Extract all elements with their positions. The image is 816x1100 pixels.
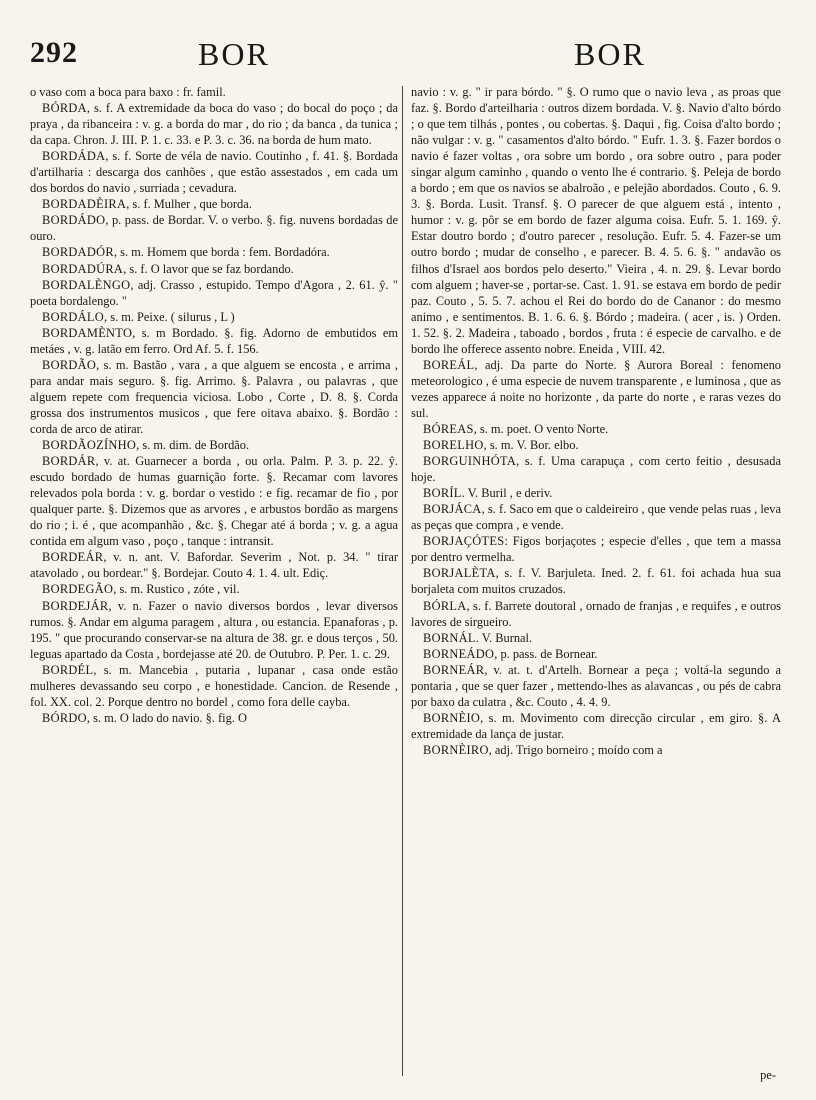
dictionary-entry — [30, 244, 398, 260]
entry-headword: BORNÁL — [423, 630, 476, 645]
entry-headword: BOREÁL — [423, 357, 475, 372]
dictionary-entry — [411, 630, 781, 646]
entry-headword: BORÍL — [423, 486, 462, 501]
entry-text: , s. m. poet. O vento Norte. — [473, 421, 609, 436]
entry-headword: BORDEÁR — [42, 550, 104, 565]
entry-headword: BORDEJÁR — [42, 598, 109, 613]
entry-text: , s. f. Saco em que o caldeireiro , que vende pelas ruas , leva as peças que compra , e vende. — [411, 502, 781, 533]
entry-text: . V. Burnal. — [475, 630, 533, 645]
entry-text: , s. f. Uma carapuça , com certo feitio , desusada hoje. — [411, 454, 781, 485]
entry-headword: BÓRDO — [42, 710, 87, 725]
dictionary-entry — [411, 357, 781, 421]
entry-headword: BORDÁDA — [42, 149, 106, 164]
dictionary-entry — [411, 84, 781, 357]
entry-headword: BORDÁLO — [42, 309, 104, 324]
dictionary-entry — [30, 277, 398, 309]
dictionary-entry — [30, 598, 398, 662]
dictionary-entry — [411, 598, 781, 630]
entry-text: , s. f. Mulher , que borda. — [126, 197, 252, 212]
entry-text: , s. m. V. Bor. elbo. — [483, 438, 579, 453]
entry-headword: BORJAÇÓTES — [423, 534, 505, 549]
entry-headword: BORDEGÃO — [42, 582, 114, 597]
dictionary-entry — [30, 196, 398, 212]
entry-headword: BORJÁCA — [423, 502, 482, 517]
entry-text: , s. m. Homem que borda : fem. Bordadóra. — [113, 245, 330, 260]
left-column — [30, 84, 398, 726]
dictionary-entry — [411, 710, 781, 742]
entry-text: , v. n. ant. V. Bafordar. Severim , Not. p. 34. " tirar atavolado , ou bordear." §. Bordejar. Couto 4. 1. 4. ult. Ediç. — [30, 550, 398, 581]
entry-text: , adj. Da parte do Norte. § Aurora Boreal : fenomeno meteorologico , é uma especie de nuvem transparente , e luminosa , que as vezes apparece á noite no horizonte , da parte do norte , e raras vezes do sul. — [411, 357, 781, 420]
entry-text: o vaso com a boca para baxo : fr. famil. — [30, 85, 226, 99]
dictionary-entry — [30, 212, 398, 244]
entry-headword: BÓREAS — [423, 421, 474, 436]
entry-text: , s. f. A extremidade da boca do vaso ; do bocal do poço ; da praya , da ribanceira : v. g. a borda do mar , do rio ; da banca , da tunica ; da capa. Chron. J. III. P. 1. c. 33. e P. 3. c. 36. na borda de hum mato. — [30, 101, 398, 148]
entry-headword: BORGUINHÓTA — [423, 454, 517, 469]
entry-headword: BORNEÁR — [423, 662, 485, 677]
entry-headword: BORDÁDO — [42, 213, 106, 228]
entry-headword: BORNÈIRO — [423, 742, 489, 757]
entry-text: , s. m. O lado do navio. §. fig. O — [86, 710, 247, 725]
dictionary-entry — [30, 261, 398, 277]
column-divider — [402, 86, 403, 1076]
dictionary-entry — [411, 565, 781, 597]
dictionary-entry — [30, 710, 398, 726]
page-number: 292 — [30, 36, 78, 69]
entry-headword: BORNEÁDO — [423, 646, 495, 661]
entry-text: , adj. Trigo borneiro ; moído com a — [488, 742, 663, 757]
entry-headword: BORELHO — [423, 438, 484, 453]
running-head-right: BOR — [574, 36, 646, 72]
entry-headword: BORDÃOZÍNHO — [42, 438, 137, 453]
entry-text: , s. f. Sorte de véla de navio. Coutinho , f. 41. §. Bordada d'artilharia : descarga dos canhões , que estão assestados , em cada um dos bordos do navio , surriada ; cevadura. — [30, 149, 398, 196]
entry-text: , s. m. Bastão , vara , a que alguem se encosta , e arrima , para andar mais seguro. §. fig. Arrimo. §. Palavra , ou palavras , que alguem repete com frequencia viciosa. Lobo , Corte , D. 8. §. Corda grossa dos instrumentos musicos , que fere oitava abaixo. §. Bordão : corda de arco de atirar. — [30, 357, 398, 436]
running-head-left: BOR — [198, 36, 270, 72]
entry-headword: BÓRDA — [42, 101, 87, 116]
entry-headword: BORDÁR — [42, 454, 96, 469]
entry-headword: BORDADÈIRA — [42, 197, 127, 212]
entry-text: , s. m. Peixe. ( silurus , L ) — [104, 309, 235, 324]
dictionary-entry — [30, 100, 398, 148]
dictionary-entry — [411, 533, 781, 565]
dictionary-entry — [411, 742, 781, 758]
entry-text: , s. f. O lavor que se faz bordando. — [123, 261, 294, 276]
dictionary-entry — [411, 421, 781, 437]
entry-text: : Figos borjaçotes ; especie d'elles , que tem a massa por dentro vermelha. — [411, 534, 781, 565]
entry-text: . V. Buril , e deriv. — [461, 486, 553, 501]
entry-headword: BORNÈIO — [423, 710, 481, 725]
entry-headword: BORDAMÈNTO — [42, 325, 133, 340]
entry-headword: BORDADÓR — [42, 245, 114, 260]
dictionary-entry — [30, 581, 398, 597]
entry-text: , adj. Crasso , estupido. Tempo d'Agora , 2. 61. ŷ. " poeta bordalengo. " — [30, 277, 398, 308]
entry-text: , p. pass. de Bornear. — [494, 646, 598, 661]
entry-text: , v. n. Fazer o navio diversos bordos , levar diversos rumos. §. Andar em alguma paragem , altura , ou estancia. Epanaforas , p. 195. " que procurando conservar-se na altura de 38. gr. e dous terços , 50. leguas apartado da Costa , bordejasse até 20. de Outubro. P. Per. 1. c. 29. — [30, 598, 398, 661]
entry-text: , s. m. Movimento com direcção circular , em giro. §. A extremidade da lança de justar. — [411, 710, 781, 741]
dictionary-entry — [30, 357, 398, 437]
entry-text: , s. m. Mancebia , putaria , lupanar , casa onde estão mulheres devassando seu corpo , e honestidade. Cancion. de Resende , fol. XX. col. 2. Porque dentro no bordel , como fora delle cayba. — [30, 662, 398, 709]
entry-headword: BORDÃO — [42, 357, 97, 372]
entry-headword: BORDADÚRA — [42, 261, 124, 276]
dictionary-entry — [411, 453, 781, 485]
dictionary-entry — [411, 485, 781, 501]
entry-text: , v. at. t. d'Artelh. Bornear a peça ; voltá-la segundo a pontaria , que se quer fazer , mettendo-lhes as alavancas , ou pés de cabra por baxo da culatra , &c. Couto , 4. 4. 9. — [411, 662, 781, 709]
dictionary-entry — [30, 84, 398, 100]
dictionary-entry — [411, 437, 781, 453]
dictionary-entry — [411, 501, 781, 533]
entry-text: , s. f. V. Barjuleta. Ined. 2. f. 61. foi achada hua sua borjaleta com muitos cruzados. — [411, 566, 781, 597]
entry-headword: BÓRLA — [423, 598, 467, 613]
dictionary-entry — [30, 549, 398, 581]
dictionary-entry — [30, 325, 398, 357]
entry-text: , s. m Bordado. §. fig. Adorno de embutidos em metáes , v. g. latão em ferro. Ord Af. 5. f. 156. — [30, 325, 398, 356]
dictionary-entry — [30, 148, 398, 196]
entry-text: , s. m. Rustico , zóte , vil. — [113, 582, 240, 597]
dictionary-entry — [411, 662, 781, 710]
catchword: pe- — [760, 1068, 776, 1082]
entry-text: , s. f. Barrete doutoral , ornado de franjas , e requifes , e outros lavores de sirgueiro. — [411, 598, 781, 629]
entry-headword: BORJALÈTA — [423, 566, 496, 581]
entry-headword: BORDÉL — [42, 662, 94, 677]
dictionary-entry — [30, 662, 398, 710]
dictionary-entry — [30, 437, 398, 453]
dictionary-entry — [30, 309, 398, 325]
entry-text: , v. at. Guarnecer a borda , ou orla. Palm. P. 3. p. 22. ŷ. escudo bordado de humas guarnição forte. §. Recamar com lavores relevados pola borda : v. g. bordar o vestido : e fig. recamar de fio , por qualquer parte. §. Dizemos que as arvores , e arbustos bordão as margens do rio ; i. é , que acompanhão , &c. §. Chegar até á borda ; v. g. a agua contida em algum vaso , poço , tanque : intransit. — [30, 454, 398, 549]
entry-text: , s. m. dim. de Bordão. — [136, 438, 250, 453]
entry-headword: BORDALÈNGO — [42, 277, 131, 292]
entry-text: , p. pass. de Bordar. V. o verbo. §. fig. nuvens bordadas de ouro. — [30, 213, 398, 244]
dictionary-entry — [411, 646, 781, 662]
entry-text: navio : v. g. " ir para bórdo. " §. O rumo que o navio leva , as proas que faz. §. Bordo d'arteilharia : outros dizem bordada. V. §. Navio d'alto bórdo ; o que tem tilhás , pontes , ou cobertas. §. Daqui , fig. Coisa d'alto bordo ; não vulgar : v. g. " casamentos d'alto bórdo. " Eufr. 1. 3. §. Fazer bordos o navio é fazer voltas , ora sobre um bordo , ora sobre outro , para poder singar algum caminho , quando o vento lhe é contrario. §. Peleja de bordo a bordo ; em que os navios se abalroão , e pelejão abordados. Couto , 6. 9. 3. §. Borda. Lusit. Transf. §. O parecer de que alguem está , intento , humor : v. g. pôr se em bordo de fazer alguma coisa. Eufr. 5. 1. 169. ŷ. Estar doutro bordo ; d'outro parecer , resolução. Eufr. 5. 4. Fazer-se um outro bordo ; mudar de conselho , e parecer. B. 4. 5. 6. §. " andavão os filhos d'Israel aos bordos pelo deserto." Vieira , 4. n. 29. §. Levar bordo com alguem ; haver-se , portar-se. Cast. 1. 91. se estava em bordo de pedir paz. Couto , 5. 5. 7. achou el Rei do bordo do de Cananor : do mesmo animo , e sentimentos. B. 1. 6. 6. §. Bórdo ; madeira. ( acer , is. ) Orden. 1. 52. §. 2. Madeira , taboado , bordos , fruta : é especie de carvalho. e de bordo lhe offerece assento nobre. Eneida , VIII. 42. — [411, 85, 781, 356]
dictionary-entry — [30, 453, 398, 549]
right-column — [411, 84, 781, 758]
